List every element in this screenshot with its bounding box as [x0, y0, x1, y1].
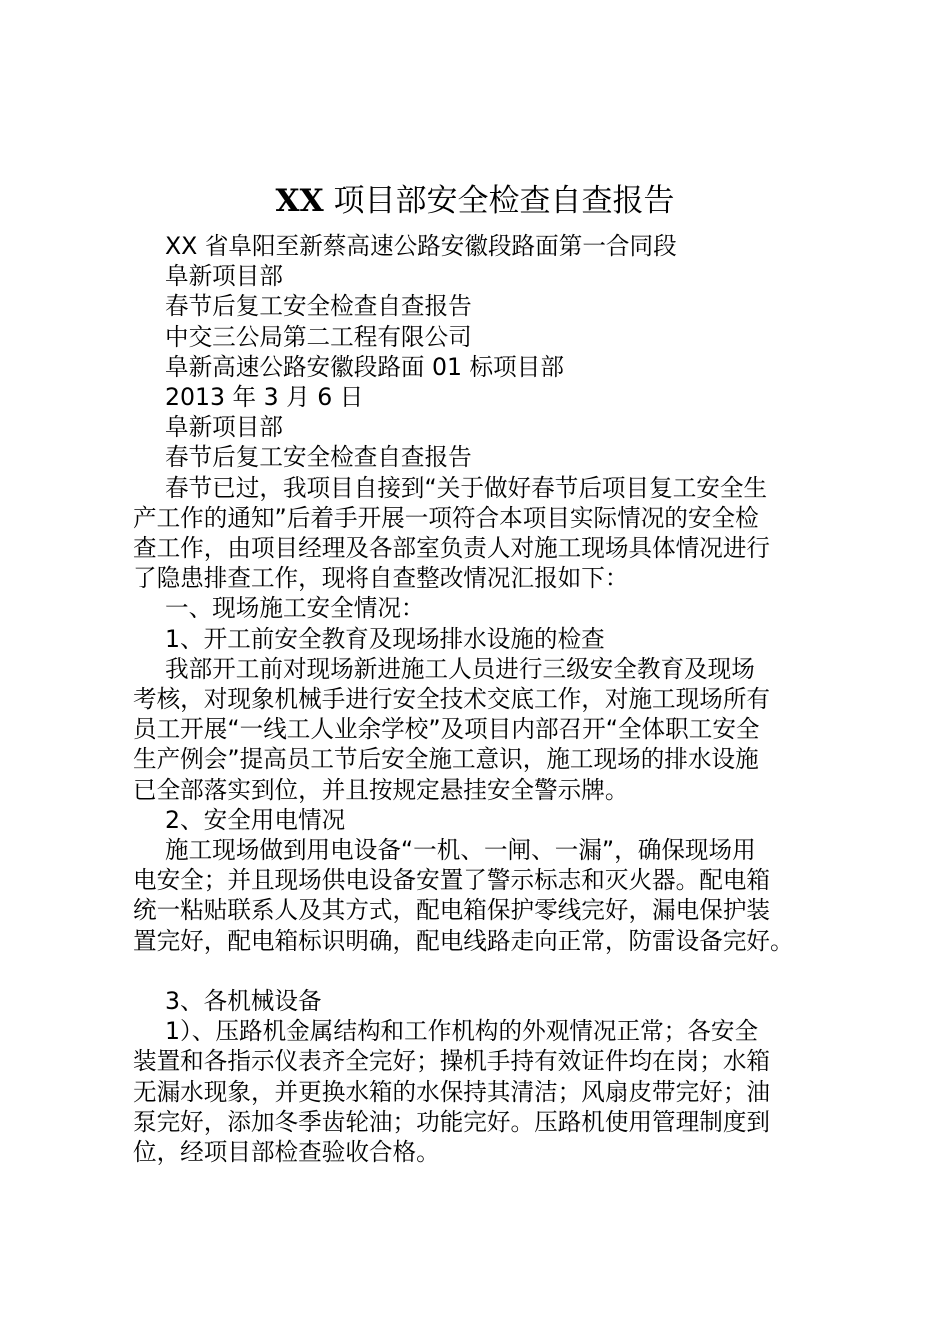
paragraph-line: 电安全；并且现场供电设备安置了警示标志和灭火器。配电箱 [133, 866, 771, 895]
text-line: 春节后复工安全检查自查报告 [165, 443, 472, 472]
title-prefix: XX [275, 183, 324, 219]
paragraph-line: 装置和各指示仪表齐全完好；操机手持有效证件均在岗；水箱 [133, 1047, 771, 1076]
text-line: 中交三公局第二工程有限公司 [165, 322, 472, 351]
paragraph-line: 春节已过，我项目自接到“关于做好春节后项目复工安全生 [165, 473, 768, 502]
paragraph-line: 了隐患排查工作，现将自查整改情况汇报如下： [133, 564, 629, 593]
subsection-heading: 3、各机械设备 [165, 987, 322, 1016]
paragraph-line: 施工现场做到用电设备“一机、一闸、一漏”，确保现场用 [165, 836, 756, 865]
blank-line [133, 956, 833, 986]
paragraph-line: 员工开展“一线工人业余学校”及项目内部召开“全体职工安全 [133, 715, 760, 744]
paragraph-line: 查工作，由项目经理及各部室负责人对施工现场具体情况进行 [133, 534, 771, 563]
subsection-heading: 2、安全用电情况 [165, 805, 346, 834]
paragraph-line: 产工作的通知”后着手开展一项符合本项目实际情况的安全检 [133, 503, 759, 532]
document-body [133, 231, 833, 1167]
text-line: 阜新项目部 [165, 262, 283, 291]
text-line: 春节后复工安全检查自查报告 [165, 292, 472, 321]
paragraph-line: 无漏水现象，并更换水箱的水保持其清洁；风扇皮带完好；油 [133, 1077, 771, 1106]
text-line: XX 省阜阳至新蔡高速公路安徽段路面第一合同段 [165, 232, 677, 260]
page-title [0, 178, 950, 224]
paragraph-line: 考核，对现象机械手进行安全技术交底工作，对施工现场所有 [133, 685, 771, 714]
paragraph-line: 位，经项目部检查验收合格。 [133, 1138, 440, 1167]
paragraph-line: 我部开工前对现场新进施工人员进行三级安全教育及现场 [165, 654, 755, 683]
title-main: 项目部安全检查自查报告 [333, 183, 675, 219]
paragraph-line: 泵完好，添加冬季齿轮油；功能完好。压路机使用管理制度到 [133, 1107, 771, 1136]
text-line: 阜新高速公路安徽段路面 01 标项目部 [165, 352, 564, 381]
text-line: 2013 年 3 月 6 日 [165, 383, 364, 412]
paragraph-line: 生产例会”提高员工节后安全施工意识，施工现场的排水设施 [133, 745, 759, 774]
paragraph-line: 置完好，配电箱标识明确，配电线路走向正常，防雷设备完好。 [133, 926, 794, 955]
section-heading: 一、现场施工安全情况： [165, 594, 425, 623]
subsection-heading: 1、开工前安全教育及现场排水设施的检查 [165, 624, 605, 653]
text-line: 阜新项目部 [165, 413, 283, 442]
paragraph-line: 统一粘贴联系人及其方式，配电箱保护零线完好，漏电保护装 [133, 896, 771, 925]
paragraph-line: 1）、压路机金属结构和工作机构的外观情况正常；各安全 [165, 1017, 759, 1046]
paragraph-line: 已全部落实到位，并且按规定悬挂安全警示牌。 [133, 775, 629, 804]
